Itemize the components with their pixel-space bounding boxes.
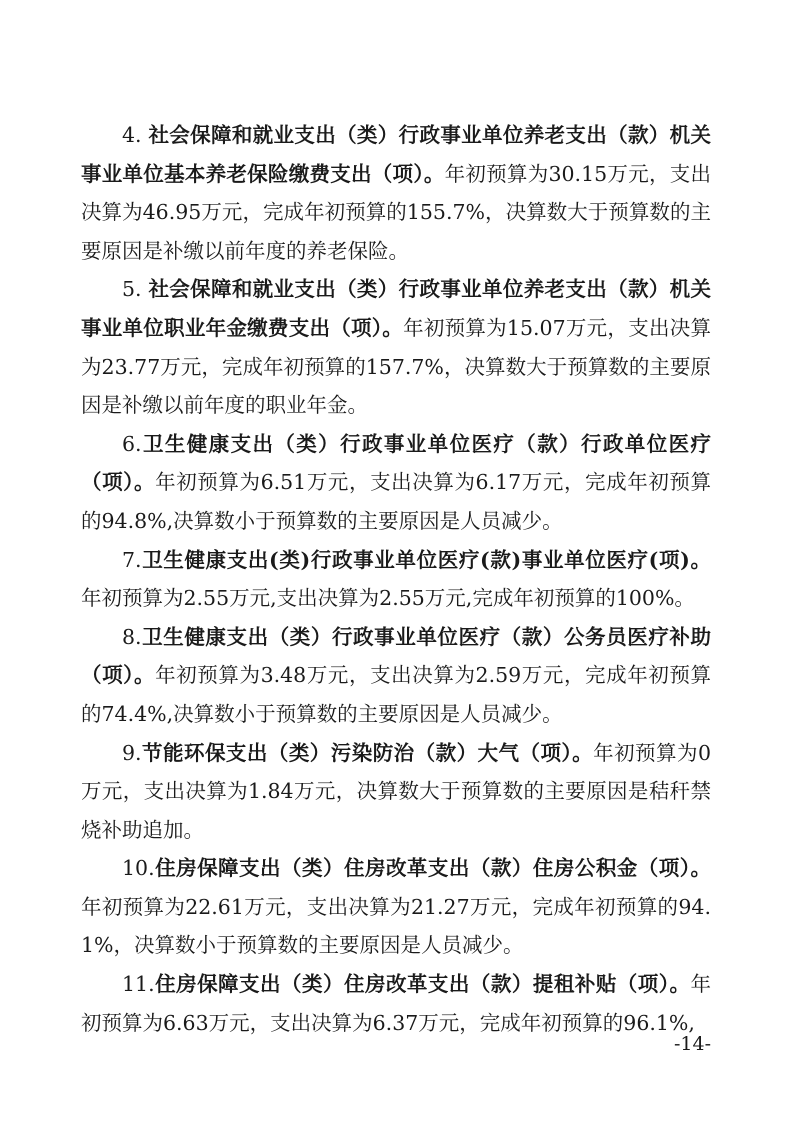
item-heading: 卫生健康支出（类）行政事业单位医疗（款）公务员医疗补助（项）。 [81,624,711,688]
item-body: 年初预算为6.51万元，支出决算为6.17万元，完成年初预算的94.8%,决算数小于预算数的主要原因是人员减少。 [81,470,712,533]
item-heading: 节能环保支出（类）污染防治（款）大气（项）。 [141,740,594,765]
document-page [81,116,711,1042]
paragraph-11 [81,965,711,1042]
item-number: 9. [122,740,142,765]
item-body: 年初预算为30.15万元，支出决算为46.95万元，完成年初预算的155.7%，决算数大于预算数的主要原因是补缴以前年度的养老保险。 [81,161,712,263]
paragraph-7 [81,541,711,618]
item-heading: 卫生健康支出(类)行政事业单位医疗(款)事业单位医疗(项)。 [141,547,711,572]
page-number: -14- [673,1033,711,1055]
item-number: 5. [122,277,142,302]
item-body: 年初预算为22.61万元，支出决算为21.27万元，完成年初预算的94.1%，决算数小于预算数的主要原因是人员减少。 [81,894,711,958]
item-heading: 社会保障和就业支出（类）行政事业单位养老支出（款）机关事业单位职业年金缴费支出（项）。 [81,277,711,340]
item-number: 8. [122,624,142,649]
item-heading: 住房保障支出（类）住房改革支出（款）提租补贴（项）。 [154,972,691,997]
paragraph-5 [81,270,711,424]
item-number: 11. [122,972,155,997]
paragraph-4 [81,116,711,270]
item-body: 年初预算为0万元，支出决算为1.84万元，决算数大于预算数的主要原因是秸秆禁烧补助追加。 [81,740,711,842]
item-heading: 住房保障支出（类）住房改革支出（款）住房公积金（项）。 [154,856,711,881]
item-heading: 卫生健康支出（类）行政事业单位医疗（款）行政单位医疗（项）。 [81,431,711,495]
paragraph-6 [81,425,711,541]
item-number: 6. [122,431,142,456]
item-number: 4. [122,123,142,147]
paragraph-9 [81,734,711,850]
item-body: 年初预算为6.63万元，支出决算为6.37万元，完成年初预算的96.1%, [81,972,711,1035]
item-heading: 社会保障和就业支出（类）行政事业单位养老支出（款）机关事业单位基本养老保险缴费支出（项）。 [81,123,711,186]
item-number: 10. [122,856,155,881]
item-body: 年初预算为3.48万元，支出决算为2.59万元，完成年初预算的74.4%,决算数小于预算数的主要原因是人员减少。 [81,663,712,726]
item-body: 年初预算为2.55万元,支出决算为2.55万元,完成年初预算的100%。 [81,586,695,611]
paragraph-10 [81,849,711,965]
item-body: 年初预算为15.07万元，支出决算为23.77万元，完成年初预算的157.7%，决算数大于预算数的主要原因是补缴以前年度的职业年金。 [81,315,712,418]
item-number: 7. [122,547,142,572]
paragraph-8 [81,618,711,734]
